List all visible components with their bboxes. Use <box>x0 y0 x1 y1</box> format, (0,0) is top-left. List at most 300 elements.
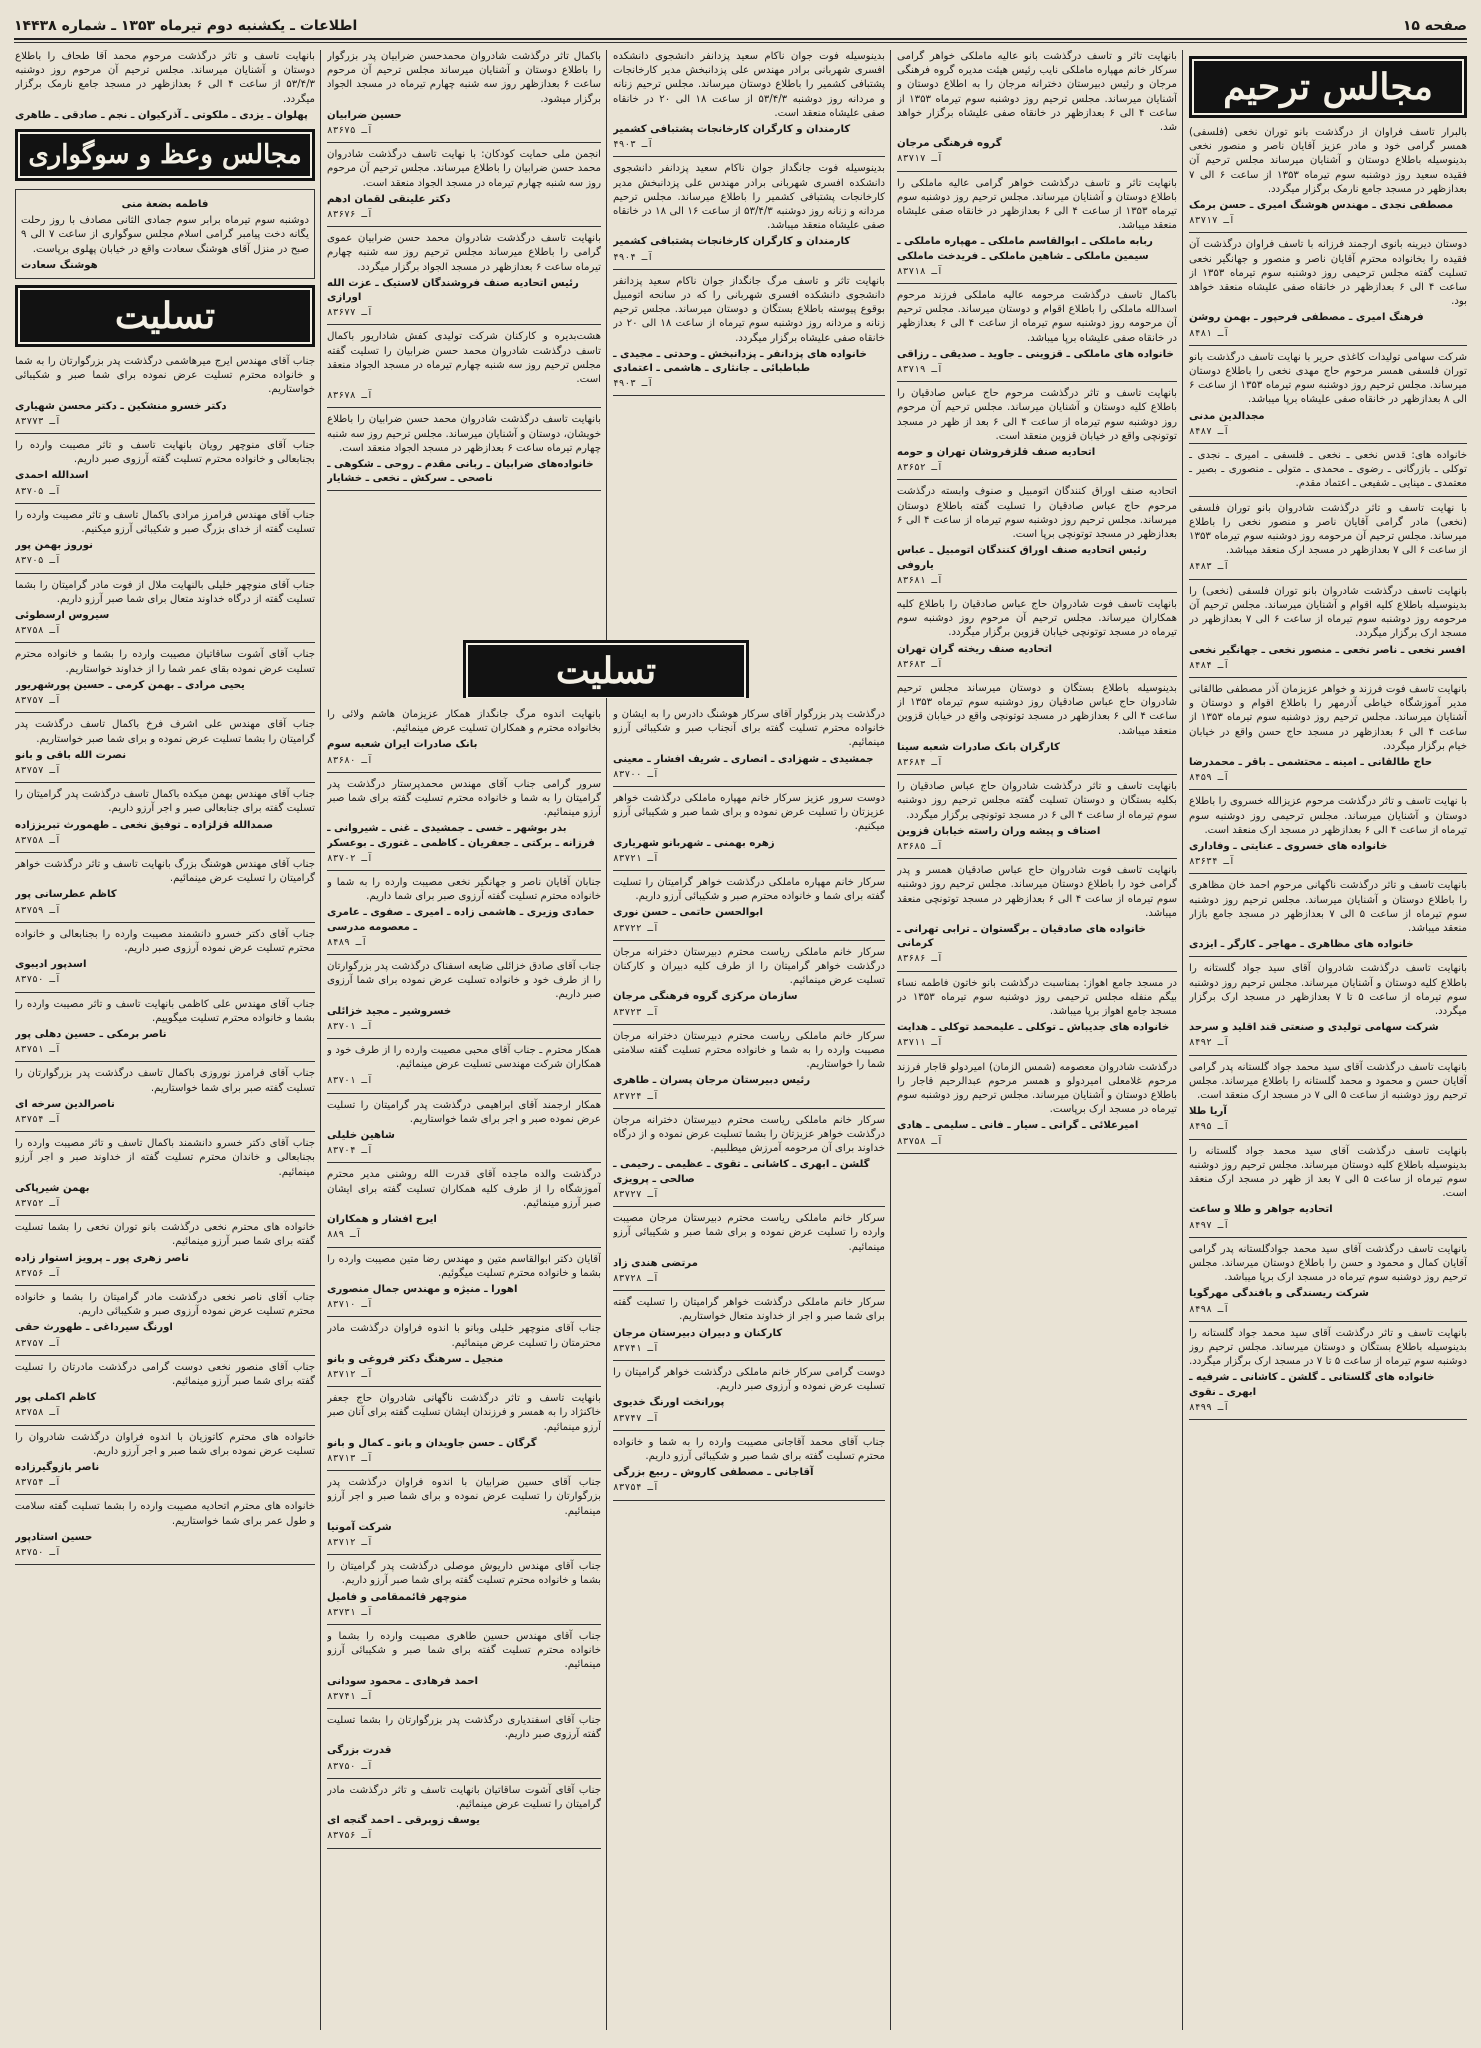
notice-signature: دکتر علینقی لقمان ادهم <box>327 193 451 205</box>
notice <box>15 1431 315 1496</box>
notice-code: آـ ۸۳۷۰۵ <box>15 485 61 497</box>
notice <box>327 1253 601 1318</box>
column-2 <box>897 50 1177 2030</box>
notice-signature: شرکت ریسندگی و بافندگی مهرگویا <box>1189 1288 1369 1300</box>
notice <box>15 355 315 434</box>
notice-separator <box>327 1386 601 1387</box>
notice-code: آـ ۸۳۷۱۳ <box>327 1452 373 1464</box>
notice <box>1189 238 1467 345</box>
vaaz-text: دوشنبه سوم تیرماه برابر سوم جمادی الثانی مصادف با روز رحلت یگانه دخت پیامبر گرامی اسلام مجلس سوگواری از ساعت ۷ الی ۹ صبح در منزل آقای هوشنگ سعادت واقع در خیابان پهلوی برپاست. <box>21 215 309 255</box>
notice-text: بانهایت تاثر و تاسف درگذشت خواهر گرامی عالیه ماملکی را باطلاع دوستان و آشنایان میرساند. مجلس ترحیم روز دوشنبه سوم تیرماه ۱۳۵۳ از ساعت ۴ الی ۶ بعدازظهر در خانقاه صفی علیشاه منعقد میباشد. <box>897 177 1177 232</box>
notice-signature: مصطفی نجدی ـ مهندس هوشنگ امیری ـ حسن برمک <box>1189 200 1454 212</box>
notice-text: بانهایت تاسف فوت فرزند و خواهر عزیزمان آذر مصطفی طالقانی مدیر آموزشگاه خیاطی آذرمهر را باطلاع اقوام و دوستان و آشنایان میرساند. مجلس ترحیم روز دوشنبه سوم تیرماه ۱۳۵۳ از ساعت ۴ الی ۶ بعدازظهر در مسجد حاج حسن واقع در خیابان خیام برگزار میگردد. <box>1189 683 1467 752</box>
notice-text: جناب آقای دکتر خسرو دانشمند باکمال تاسف و تاثر مصیبت وارده را بجنابعالی و خاندان محترم تسلیت گفته از خداوند صبر و اجر آرزو مینمائیم. <box>15 1138 315 1178</box>
notice-code: آـ ۸۳۷۵۸ <box>15 625 61 637</box>
notice-text: دوستان دیرینه بانوی ارجمند فرزانه با تاسف فراوان درگذشت آن فقیده را بخانواده محترم آقایان ناصر و منصور و جهانگیر نخعی تسلیت گفته مجلس ترحیمی روز دوشنبه سوم تیرماه ۱۳۵۳ از ساعت ۴ الی ۶ بعدازظهر در خانقاه صفی علیشاه منعقد خواهد بود. <box>1189 239 1467 308</box>
notice-separator <box>1189 1419 1467 1420</box>
notice-separator <box>1189 873 1467 874</box>
notice <box>897 177 1177 284</box>
notice-signature: رئیس اتحادیه صنف اوراق کنندگان اتومبیل ـ عباس یاروفی <box>897 545 1147 571</box>
notice-text: بالبرار تاسف فراوان از درگذشت بانو توران نخعی (فلسفی) همسر گرامی خود و مادر عزیز آقایان ناصر و منصور نخعی بدینوسیله باطلاع دوستان و آشنایان میرساند مجلس ترحیم آن فقیده سعید روز دوشنبه سوم تیرماه ۱۳۵۳ از ساعت ۶ الی ۷ بعدازظهر در مسجد جامع نارمک برگزار میگردد. <box>1189 127 1467 195</box>
notice-signature: آقاجانی ـ مصطفی کاروش ـ ربیع بزرگی <box>613 1467 814 1479</box>
notice <box>327 330 601 408</box>
notice-code: آـ ۸۳۶۸۰ <box>327 754 373 766</box>
col2-notices <box>897 50 1177 1154</box>
notice-code: آـ ۸۴۹۷ <box>1189 1219 1230 1231</box>
notice-separator <box>1189 496 1467 497</box>
notice-text: جناب آقای حسین ضرابیان با اندوه فراوان درگذشت پدر بزرگوارتان را تسلیت عرض نموده و برای شما صبر و اجر آرزو مینمائیم. <box>327 1477 601 1517</box>
notice-code: آـ ۸۴۹۵ <box>1189 1121 1230 1133</box>
notice-code: آـ ۴۹۰۳ <box>613 139 654 151</box>
notice-signature: سازمان مرکزی گروه فرهنگی مرجان <box>613 991 798 1003</box>
notice-signature: خانواده های خسروی ـ عنایتی ـ وفاداری <box>1189 840 1388 852</box>
column-3-lower <box>613 708 885 2030</box>
notice-code: آـ ۸۳۷۷۳ <box>15 415 61 427</box>
notice-signature: گرگان ـ حسن جاویدان و بانو ـ کمال و بانو <box>327 1437 537 1449</box>
notice-code: آـ ۸۳۶۷۶ <box>327 209 373 221</box>
notice-code: آـ ۸۳۷۵۶ <box>15 1267 61 1279</box>
notice-code: آـ ۸۳۷۴۷ <box>613 1412 659 1424</box>
notice <box>897 864 1177 971</box>
notice-text: بانهایت تاسف و تاثر درگذشت مرحوم حاج عباس صادقیان را باطلاع کلیه دوستان و آشنایان میرساند. مجلس ترحیم آن مرحوم روز دوشنبه سوم تیرماه از ساعت ۴ الی ۶ بعد از ظهر در مسجد توتونچی واقع در خیابان قزوین منعقد است. <box>897 388 1177 442</box>
notice-text: دوست سرور عزیز سرکار خانم مهپاره ماملکی درگذشت خواهر عزیزتان را تسلیت عرض نموده و برای شما صبر و شکیبائی آرزو میکنیم. <box>613 793 885 833</box>
notice-text: جناب آقای مهندس علی کاظمی بانهایت تاسف و تاثر مصیبت وارده را بشما و خانواده محترم تسلیت میگوییم. <box>15 998 315 1024</box>
notice-text: درگذشت والده ماجده آقای قدرت الله روشنی مدیر محترم آموزشگاه را از طرف کلیه همکاران تسلیت گفته برای ایشان صبر آرزو مینمائیم. <box>327 1169 601 1209</box>
notice-text: بانهایت تاسف و تاثر درگذشت شادروان حاج عباس صادقیان را بکلیه بستگان و دوستان تسلیت گفته مجلس ترحیم روز دوشنبه سوم تیرماه از ساعت ۴ الی ۶ در مسجد توتونچی برگزار میگردد. <box>897 781 1177 821</box>
notice-code: آـ ۸۳۷۵۴ <box>613 1482 659 1494</box>
notice-signature: اسدپور ادیبوی <box>15 959 87 971</box>
notice-signature: منجیل ـ سرهنگ دکتر فروغی و بانو <box>327 1353 504 1365</box>
header-rule <box>14 42 1467 43</box>
notice-signature: خانواده های گلستانی ـ گلشن ـ کاشانی ـ شرفیه ـ ابهری ـ نقوی <box>1189 1372 1435 1398</box>
notice <box>897 780 1177 859</box>
notice-separator <box>1189 789 1467 790</box>
notice-separator <box>327 1624 601 1625</box>
notice-separator <box>897 479 1177 480</box>
notice-separator <box>327 1708 601 1709</box>
notice-signature: اسدالله احمدی <box>15 470 89 482</box>
notice-text: جناب آقای مهندس حسین طاهری مصیبت وارده را بشما و خانواده محترم تسلیت گفته برای شما صبر و شکیبائی آرزو مینمائیم. <box>327 1630 601 1671</box>
notice <box>15 509 315 574</box>
notice-text: بانهایت تاسف فوت شادروان حاج عباس صادقیان را باطلاع کلیه همکاران میرساند. مجلس ترحیم آن مرحوم روز دوشنبه سوم تیرماه در مسجد توتونچی خیابان قزوین برگزار میگردد. <box>897 598 1177 639</box>
notice <box>327 1714 601 1779</box>
notice-signature: خانواده های جدیباش ـ توکلی ـ علیمحمد توکلی ـ هدایت <box>897 1022 1170 1034</box>
notice-text: خانواده های محترم اتحادیه مصیبت وارده را بشما تسلیت گفته سلامت و طول عمر برای شما خواستاریم. <box>15 1501 315 1527</box>
notice <box>327 1630 601 1709</box>
notice-code: آـ ۸۳۷۱۷ <box>897 153 943 165</box>
notice-signature: ابوالحسن حاتمی ـ حسن نوری <box>613 907 763 919</box>
notice-separator <box>897 381 1177 382</box>
notice-signature: دکتر خسرو منشکین ـ دکتر محسن شهیاری <box>15 400 227 412</box>
notice-text: سرکار خانم ماملکی ریاست محترم دبیرستان دخترانه مرجان درگذشت خواهر عزیزتان را بشما تسلیت عرض نموده و از درگاه خداوند برای آن مرحومه آمرزش میطلبیم. <box>613 1114 885 1155</box>
notice-code: آـ ۸۳۷۱۲ <box>327 1368 373 1380</box>
notice-signature: حاج طالقانی ـ امینه ـ محتشمی ـ باقر ـ محمدرضا <box>1189 756 1433 768</box>
notice-code: آـ ۸۸۹ <box>327 1229 362 1241</box>
notice-signature: یحیی مرادی ـ بهمن کرمی ـ حسین پورشهریور <box>15 679 245 691</box>
notice-separator <box>1189 1139 1467 1140</box>
notice-signature: جمشیدی ـ شهزادی ـ انصاری ـ شریف افشار ـ معینی <box>613 753 874 765</box>
notice-text: جناب آقای آشوت ساقاتیان مصیبت وارده را بشما و خانواده محترم تسلیت عرض نموده بقای عمر شما را از خداوند خواستاریم. <box>15 649 315 675</box>
notice-signature: کاظم عطرسانی پور <box>15 889 117 901</box>
notice-text: سرکار خانم ماملکی ریاست محترم دبیرستان دخترانه مرجان درگذشت خواهر گرامیتان را از طرف کلیه دبیران و کارکنان تسلیت عرض مینمائیم. <box>613 946 885 987</box>
notice-text: جناب آقای فرامرز نوروزی باکمال تاسف درگذشت پدر بزرگوارتان را تسلیت گفته صبر برای شما خواستاریم. <box>15 1068 315 1094</box>
notice-text: بدینوسیله باطلاع بستگان و دوستان میرساند مجلس ترحیم شادروان حاج عباس صادقیان روز دوشنبه سوم تیرماه ۱۳۵۳ از ساعت ۴ الی ۶ بعدازظهر در مسجد توتونچی واقع در خیابان قزوین منعقد میباشد. <box>897 682 1177 737</box>
notice-separator <box>15 1494 315 1495</box>
notice-code: آـ ۸۳۶۸۵ <box>897 840 943 852</box>
notice-separator <box>15 1285 315 1286</box>
notice-separator <box>1189 345 1467 346</box>
paper-info: اطلاعات ـ یکشنبه دوم تیرماه ۱۳۵۳ ـ شماره ۱۴۴۳۸ <box>14 18 358 34</box>
notice-code: آـ ۸۳۷۲۴ <box>613 1090 659 1102</box>
notice <box>327 1099 601 1164</box>
notice <box>613 50 885 157</box>
notice-code: آـ ۸۳۷۱۲ <box>327 1536 373 1548</box>
notice-text: خانواده های محترم کاتوزیان با اندوه فراوان درگذشت شادروان را تسلیت عرض نموده برای شما صبر و اجر آرزو داریم. <box>15 1431 315 1457</box>
notice-separator <box>613 1024 885 1025</box>
column-5 <box>15 50 315 2030</box>
notice-code: آـ ۸۳۷۰۰ <box>613 768 659 780</box>
notice-code: آـ ۸۳۶۵۲ <box>897 462 943 474</box>
notice-code: آـ ۸۳۷۵۸ <box>15 834 61 846</box>
notice-signature: فرهنگ امیری ـ مصطفی فرحپور ـ بهمن روشن <box>1189 312 1424 324</box>
notice-separator <box>897 858 1177 859</box>
col5-tasliyat <box>15 355 315 1565</box>
notice-signature: نصرت الله باقی و بانو <box>15 749 127 761</box>
notice-code: آـ ۸۳۷۰۱ <box>327 1020 373 1032</box>
notice-code: آـ ۸۴۹۹ <box>1189 1401 1230 1413</box>
col3-notices <box>613 50 885 396</box>
notice-text: همکار ارجمند آقای ابراهیمی درگذشت پدر گرامیتان را تسلیت عرض نموده صبر و اجر برای شما خواستاریم. <box>327 1099 601 1125</box>
notice-text: خانواده های محترم نخعی درگذشت بانو توران نخعی را بشما تسلیت گفته برای شما صبر آرزو مینمائیم. <box>15 1222 315 1248</box>
notice-text: جناب آقای مهندس ایرج میرهاشمی درگذشت پدر بزرگوارتان را به شما و خانواده محترم تسلیت عرض نموده برای شما صبر و شکیبائی خواستاریم. <box>15 356 315 396</box>
notice-code: آـ ۸۳۷۵۷ <box>15 1337 61 1349</box>
notice <box>15 579 315 644</box>
notice-text: درگذشت پدر بزرگوار آقای سرکار هوشنگ دادرس را به ایشان و خانواده محترم تسلیت گفته برای آنجناب صبر و شکیبائی آرزو مینمائیم. <box>613 709 885 749</box>
notice-text: اتحادیه صنف اوراق کنندگان اتومبیل و صنوف وابسته درگذشت مرحوم حاج عباس صادقیان را تسلیت گفته باطلاع دوستان میرساند. مجلس ترحیم روز دوشنبه سوم تیرماه از ساعت ۴ الی ۶ بعدازظهر در مسجد توتونچی برپا است. <box>897 486 1177 541</box>
notice-separator <box>15 922 315 923</box>
notice <box>1189 449 1467 497</box>
notice-signature: اتحادیه صنف ریخته گران تهران <box>897 643 1052 655</box>
notice-code: آـ ۸۴۸۳ <box>1189 561 1230 573</box>
notice-separator <box>327 1554 601 1555</box>
notice <box>1189 1061 1467 1140</box>
notice-signature: کارگران بانک صادرات شعبه سینا <box>897 741 1060 753</box>
notice-text: جناب آقای منصور نخعی دوست گرامی درگذشت مادرتان را تسلیت گفته برای شما صبر آرزو مینمائیم. <box>15 1361 315 1388</box>
banner-tasliyat-center: تسلیت <box>463 640 749 698</box>
notice <box>1189 502 1467 580</box>
notice-code: آـ ۸۳۷۱۱ <box>897 1037 943 1049</box>
notice-text: بانهایت تاسف درگذشت شادروان محمد حسن ضرابیان عموی گرامی را باطلاع میرساند مجلس ترحیم روز سه شنبه چهارم تیرماه ساعت ۶ بعدازظهر در مسجد الجواد برگزار میگردد. <box>327 233 601 273</box>
notice-signature: پورانخت اورنگ خدیوی <box>613 1397 725 1409</box>
notice-signature: بدر بوشهر ـ خسی ـ جمشیدی ـ غنی ـ شیروانی ـ فرزانه ـ برکتی ـ جعفریان ـ کاظمی ـ غنوری ـ بوعسکر <box>327 823 595 849</box>
notice-separator <box>327 1247 601 1248</box>
notice-code: آـ ۸۳۶۸۶ <box>897 953 943 965</box>
notice-code: آـ ۸۴۸۷ <box>1189 425 1230 437</box>
notice-code: آـ ۸۳۷۱۸ <box>897 265 943 277</box>
notice-separator <box>613 940 885 941</box>
notice-separator <box>15 852 315 853</box>
banner-vaaz: مجالس وعظ و سوگواری <box>15 129 315 181</box>
notice-separator <box>15 503 315 504</box>
notice-code: آـ ۸۳۷۵۷ <box>15 695 61 707</box>
notice <box>15 1361 315 1426</box>
notice-separator <box>1189 1237 1467 1238</box>
notice-text: همکار محترم ـ جناب آقای محبی مصیبت وارده را از طرف خود و همکاران شرکت مهندسی تسلیت عرض مینمائیم. <box>327 1045 601 1071</box>
notice-signature: خانواده های مظاهری ـ مهاجر ـ کارگر ـ ایزدی <box>1189 939 1414 951</box>
page-number: صفحه ۱۵ <box>1402 18 1467 34</box>
notice <box>15 1291 315 1356</box>
notice <box>613 792 885 871</box>
col4-tasliyat <box>327 708 601 1849</box>
notice-code: آـ ۸۳۷۱۹ <box>897 364 943 376</box>
notice-code: آـ ۴۹۰۴ <box>613 251 654 263</box>
notice <box>897 50 1177 172</box>
notice <box>613 1296 885 1361</box>
notice <box>613 162 885 269</box>
notice-text: بانهایت تاسف درگذشت شادروان آقای سید جواد گلستانه را باطلاع کلیه دوستان و آشنایان میرساند. مجلس ترحیم روز دوشنبه سوم تیرماه از ساعت ۵ تا ۷ بعدازظهر در مسجد ارک برگزار میگردد. <box>1189 963 1467 1017</box>
notice-separator <box>1189 1321 1467 1322</box>
notice <box>897 289 1177 382</box>
intro-text: بانهایت تاسف و تاثر درگذشت مرحوم محمد آقا طحاف را باطلاع دوستان و آشنایان میرساند. مجلس ترحیم آن مرحوم روز دوشنبه ۵۳/۴/۳ از ساعت ۴ الی ۶ بعدازظهر در مسجد جامع نارمک برگزار میگردد. <box>15 51 315 105</box>
notice-signature: ناصر زهری پور ـ پرویز استوار زاده <box>15 1252 189 1264</box>
notice-code: آـ ۸۳۶۸۴ <box>897 756 943 768</box>
notice-separator <box>327 772 601 773</box>
notice <box>15 858 315 923</box>
notice-code: آـ ۸۳۷۰۱ <box>327 1075 373 1087</box>
notice-signature: مجدالدین مدنی <box>1189 410 1265 422</box>
notice-separator <box>613 1290 885 1291</box>
notice-signature: رئیس دبیرستان مرجان پسران ـ طاهری <box>613 1075 811 1087</box>
notice-separator <box>897 1055 1177 1056</box>
notice-signature: خانواده های صادقیان ـ برگستوان ـ ترابی تهرانی ـ کرمانی <box>897 923 1146 950</box>
notice <box>327 1044 601 1094</box>
notice-code: آـ ۸۳۶۷۵ <box>327 125 373 137</box>
notice-separator <box>613 156 885 157</box>
notice-code: آـ ۸۴۸۱ <box>1189 327 1230 339</box>
notice-text: سرکار خانم ماملکی ریاست محترم دبیرستان مرجان مصیبت وارده را تسلیت عرض نموده و برای شما صبر و شکیبائی آرزو مینمائیم. <box>613 1213 885 1253</box>
notice-text: سرکار خانم مهپاره ماملکی درگذشت خواهر گرامیتان را تسلیت گفته برای شما و خانواده محترم صبر و شکیبائی آرزو داریم. <box>613 877 885 903</box>
notice-text: جناب آقای آشوت ساقاتیان بانهایت تاسف و تاثر درگذشت مادر گرامیتان را تسلیت عرض مینمائیم. <box>327 1784 601 1810</box>
notice-text: انجمن ملی حمایت کودکان: با نهایت تاسف درگذشت شادروان محمد حسن ضرابیان را باطلاع میرساند. مجلس ترحیم آن مرحوم روز سه شنبه چهارم تیرماه در مسجد الجواد منعقد است. <box>327 149 601 189</box>
notice-code: آـ ۸۳۷۵۰ <box>15 974 61 986</box>
notice <box>1189 351 1467 444</box>
column-divider <box>1182 50 1183 2030</box>
notice-signature: شرکت آمونیا <box>327 1521 392 1533</box>
notice-code: آـ ۸۴۹۸ <box>1189 1303 1230 1315</box>
notice-text: بانهایت تاسف و تاثر درگذشت آقای سید محمد جواد گلستانه را بدینوسیله باطلاع بستگان و دوستان میرساند. مجلس ترحیم روز دوشنبه سوم تیرماه از ساعت ۵ تا ۷ در مسجد ارک برگزار میگردد. <box>1189 1327 1467 1368</box>
notice-separator <box>327 870 601 871</box>
notice <box>15 439 315 504</box>
notice-signature: خسروشیر ـ مجید خزائلی <box>327 1005 452 1017</box>
notice-signature: بهمن شیرپاکی <box>15 1182 90 1194</box>
notice-signature: اتحادیه جواهر و طلا و ساعت <box>1189 1204 1333 1216</box>
notice-signature: خانواده های ماملکی ـ قزوینی ـ جاوید ـ صدیقی ـ رزاقی <box>897 348 1174 360</box>
notice <box>613 1212 885 1291</box>
page-header <box>14 14 1467 40</box>
notice <box>897 387 1177 480</box>
notice-separator <box>15 642 315 643</box>
notice <box>327 50 601 143</box>
notice <box>613 708 885 787</box>
notice-separator <box>327 1778 601 1779</box>
notice-code: آـ ۸۳۷۵۷ <box>15 764 61 776</box>
notice <box>613 1436 885 1501</box>
notice-code: آـ ۸۳۷۲۲ <box>613 922 659 934</box>
notice-signature: کارمندان و کارگران کارخانجات پشتبافی کشمیر <box>613 236 851 248</box>
notice-text: بانهایت تاسف درگذشت آقای سید محمد جواد گلستانه را بدینوسیله باطلاع کلیه دوستان میرساند. مجلس ترحیم روز دوشنبه سوم تیرماه از ساعت ۵ الی ۷ بعد از ظهر در مسجد ارک منعقد است. <box>1189 1145 1467 1200</box>
notice <box>613 946 885 1025</box>
notice-code: آـ ۸۳۷۲۳ <box>613 1006 659 1018</box>
notice-text: بانهایت تاسف و تاثر درگذشت ناگهانی شادروان حاج جعفر خاکنژاد را به همسر و فرزندان ایشان تسلیت گفته برای آنان صبر آرزو مینمائیم. <box>327 1393 601 1433</box>
notice-code: آـ ۸۳۷۵۸ <box>897 1135 943 1147</box>
notice <box>327 1322 601 1387</box>
notice-signature: زهره بهمنی ـ شهربانو شهریاری <box>613 837 775 849</box>
notice-signature: شرکت سهامی تولیدی و صنعتی قند اقلید و سرحد <box>1189 1022 1439 1034</box>
notice-separator <box>613 1206 885 1207</box>
notice-code: آـ ۸۳۷۱۷ <box>1189 215 1235 227</box>
notice-separator <box>613 395 885 396</box>
notice-separator <box>897 592 1177 593</box>
notice-text: جناب آقای محمد آقاجانی مصیبت وارده را به شما و خانواده محترم تسلیت گفته برای شما صبر و شکیبائی آرزو داریم. <box>613 1436 885 1462</box>
notice-signature: افسر نخعی ـ ناصر نخعی ـ منصور نخعی ـ جهانگیر نخعی <box>1189 644 1466 656</box>
notice-signature: حمادی وزیری ـ هاشمی زاده ـ امیری ـ صفوی ـ عامری ـ معصومه مدرسی <box>327 907 595 933</box>
notice-separator <box>1189 956 1467 957</box>
notice-text: سرور گرامی جناب آقای مهندس محمدپرستار درگذشت پدر گرامیتان را به شما و خانواده محترم تسلیت گفته برای شما صبر آرزو مینمائیم. <box>327 778 601 819</box>
notice <box>1189 962 1467 1055</box>
notice <box>15 788 315 853</box>
notice-text: جناب آقای دکتر خسرو دانشمند مصیبت وارده را بجنابعالی و خانواده محترم تسلیت عرض نموده آرزوی صبر داریم. <box>15 928 315 954</box>
notice-text: بانهایت تاسف درگذشت آقای سید محمد جواد گلستانه پدر گرامی آقایان حسن و محمود و محمد گلستانه را باطلاع میرساند. مجلس ترحیم روز دوشنبه از ساعت ۵ الی ۷ در مسجد ارک منعقد است. <box>1189 1061 1467 1101</box>
vaaz-signature: هوشنگ سعادت <box>21 259 98 271</box>
notice-code: آـ ۸۴۸۴ <box>1189 659 1230 671</box>
notice-separator <box>897 774 1177 775</box>
notice-signature: ربابه ماملکی ـ ابوالقاسم ماملکی ـ مهپاره ماملکی ـ سیمین ماملکی ـ شاهین ماملکی ـ فریدخت ماملکی <box>897 236 1153 262</box>
notice-code: آـ ۸۳۶۷۸ <box>327 390 373 402</box>
notice-separator <box>897 283 1177 284</box>
notice-separator <box>15 1355 315 1356</box>
notice-separator <box>15 712 315 713</box>
notice <box>897 485 1177 592</box>
notice <box>15 1221 315 1286</box>
notice-signature: اتحادیه صنف قلزفروشان تهران و حومه <box>897 447 1096 459</box>
notice <box>327 1560 601 1625</box>
notice <box>15 718 315 783</box>
notice <box>327 413 601 491</box>
notice <box>1189 1145 1467 1238</box>
notice-separator <box>327 490 601 491</box>
notice-text: جناب آقای مهندس علی اشرف فرخ باکمال تاسف درگذشت پدر گرامیتان را بشما تسلیت عرض نموده و برای شما صبر خواستاریم. <box>15 719 315 745</box>
notice-text: بانهایت تاسف درگذشت آقای سید محمد جوادگلستانه پدر گرامی آقایان کمال و محمود و حسن را باطلاع دوستان میرساند. مجلس ترحیم روز دوشنبه سوم تیرماه در مسجد ارک برپا میباشد. <box>1189 1243 1467 1284</box>
notice <box>613 1114 885 1207</box>
column-divider <box>320 50 321 2030</box>
notice-separator <box>897 676 1177 677</box>
notice-separator <box>613 786 885 787</box>
notice-signature: صمدالله قزلزاده ـ توفیق نخعی ـ طهمورث تبریززاده <box>15 819 274 831</box>
notice-signature: ایرج افشار و همکاران <box>327 1214 437 1226</box>
notice-signature: ناصرالدین سرخه ای <box>15 1098 115 1110</box>
notice-separator <box>613 269 885 270</box>
notice-separator <box>613 1108 885 1109</box>
notice-code: آـ ۸۳۷۰۴ <box>327 1145 373 1157</box>
notice-code: آـ ۸۳۷۴۱ <box>327 1690 373 1702</box>
tasliyat-banner-wrap <box>327 640 885 698</box>
notice-code: آـ ۸۳۷۴۱ <box>613 1342 659 1354</box>
notice-text: جناب آقای منوچهر رویان بانهایت تاسف و تاثر مصیبت وارده را بجنابعالی و خانواده محترم تسلیت گفته آرزوی صبر داریم. <box>15 440 315 466</box>
notice-text: بانهایت اندوه مرگ جانگداز همکار عزیزمان هاشم ولائی را بخانواده محترم و همکاران تسلیت عرض مینمائیم. <box>327 709 601 735</box>
notice-text: خانواده های: قدس نخعی ـ نخعی ـ فلسفی ـ امیری ـ نجدی ـ توکلی ـ بازرگانی ـ رضوی ـ محمدی ـ متولی ـ منصوری ـ بصیر ـ معتمدی ـ مینایی ـ شفیعی ـ اعتماد مقدم. <box>1189 450 1467 490</box>
notice-code: آـ ۴۹۰۳ <box>613 378 654 390</box>
notice-separator <box>327 1470 601 1471</box>
notice-text: درگذشت شادروان معصومه (شمس الزمان) امیردولو قاجار فرزند مرحوم غلامعلی امیردولو و همسر مرحوم عبدالرحیم قاجار را باطلاع دوستان و آشنایان میرساند. مجلس ترحیم روز دوشنبه سوم تیرماه در مسجد ارک برپاست. <box>897 1061 1177 1116</box>
notice-code: آـ ۸۳۷۵۴ <box>15 1477 61 1489</box>
notice <box>327 1476 601 1555</box>
notice-signature: اورنگ سیرداغی ـ طهورث حقی <box>15 1322 173 1334</box>
notice <box>1189 879 1467 957</box>
notice <box>613 1030 885 1109</box>
notice-signature: کاظم اکملی پور <box>15 1392 97 1404</box>
notice-signature: مرتضی هندی زاد <box>613 1257 698 1269</box>
notice-text: بدینوسیله فوت جوان ناکام سعید پزدانفر دانشجوی دانشکده افسری شهربانی برادر مهندس علی پزدانبخش مدیر کارخانجات پشتبافی کشمیر را باطلاع دوستان میرساند. مجلس ترحیم زنانه و مردانه روز دوشنبه ۵۳/۴/۳ از ساعت ۱۸ الی ۲۰ در خانقاه صفی علیشاه منعقد است. <box>613 51 885 119</box>
column-divider <box>606 50 607 2030</box>
notice-text: جناب آقای مهندس هوشنگ بزرگ بانهایت تاسف و تاثر درگذشت خواهر گرامیتان را تسلیت عرض مینمائیم. <box>15 858 315 885</box>
notice-code: آـ ۸۴۸۹ <box>327 936 368 948</box>
notice-text: بانهایت تاسف درگذشت شادروان بانو توران فلسفی (نخعی) را بدینوسیله باطلاع کلیه اقوام و آشنایان میرساند. مجلس ترحیم آن مرحومه روز دوشنبه سوم تیرماه از ساعت ۶ الی ۷ بعدازظهر در مسجد ارک برگزار میگردد. <box>1189 585 1467 640</box>
intro-signature: پهلوان ـ یزدی ـ ملکوتی ـ آذرکیوان ـ نجم ـ صادقی ـ طاهری <box>15 109 308 121</box>
notice-separator <box>15 1564 315 1565</box>
notice-code: آـ ۸۳۷۵۴ <box>15 1113 61 1125</box>
notice-separator <box>613 870 885 871</box>
notice-text: جناب آقای مهندس بهمن میکده باکمال تاسف درگذشت پدر گرامیتان را تسلیت گفته برای جنابعالی صبر و اجر آرزو داریم. <box>15 789 315 815</box>
notice-signature: گروه فرهنگی مرجان <box>897 138 1002 150</box>
notice-text: بانهایت تاثر و تاسف درگذشت بانو عالیه ماملکی خواهر گرامی سرکار خانم مهپاره ماملکی نایب رئیس هیئت مدیره گروه فرهنگی مرجان و رئیس دبیرستان دخترانه مرجان را به اطلاع دوستان و آشنایان میرساند. مجلس ترحیم روز دوشنبه سوم تیرماه ۱۳۵۳ از ساعت ۴ الی ۶ بعدازظهر در خانقاه صفی علیشاه برگزار خواهد شد. <box>897 51 1177 134</box>
notice-text: شرکت سهامی تولیدات کاغذی حریر با نهایت تاسف درگذشت بانو توران فلسفی همسر مرحوم حاج مهدی نخعی را باطلاع دوستان میرساند. مجلس ترحیم روز دوشنبه سوم تیرماه ۱۳۵۳ از ساعت ۶ الی ۸ بعدازظهر در خانقاه صفی علیشاه برپا میباشد. <box>1189 351 1467 406</box>
notice-signature: رئیس اتحادیه صنف فروشندگان لاستیک ـ عزت الله اورازی <box>327 277 579 304</box>
notice-signature: ناصر بازوگیرزاده <box>15 1462 100 1474</box>
notice-code: آـ ۸۳۷۵۰ <box>327 1760 373 1772</box>
notice-text: جناب آقای منوچهر خلیلی بالنهایت ملال از فوت مادر گرامیتان را بشما تسلیت گفته از درگاه خداوند متعال برای شما صبر آرزو داریم. <box>15 579 315 605</box>
notice-text: بانهایت تاسف درگذشت شادروان محمد حسن ضرابیان را باطلاع خویشان، دوستان و آشنایان میرساند. مجلس ترحیم روز سه شنبه چهارم تیرماه ساعت ۶ بعدازظهر در مسجد الجواد منعقد است. <box>327 414 601 454</box>
notice-code: آـ ۸۳۷۳۱ <box>327 1606 373 1618</box>
notice <box>327 708 601 773</box>
notice-code: آـ ۸۳۶۳۴ <box>1189 856 1235 868</box>
notice-separator <box>613 1360 885 1361</box>
notice <box>897 1061 1177 1154</box>
notice-code: آـ ۸۳۷۵۱ <box>15 1044 61 1056</box>
notice-separator <box>327 1162 601 1163</box>
notice-signature: کارکنان و دبیران دبیرستان مرجان <box>613 1327 783 1339</box>
notice <box>1189 683 1467 790</box>
notice <box>613 275 885 397</box>
vaaz-title: فاطمه بضعة منی <box>121 199 209 211</box>
notice <box>1189 126 1467 233</box>
notice <box>15 648 315 713</box>
notice-code: آـ ۸۴۵۹ <box>1189 772 1230 784</box>
notice <box>613 876 885 941</box>
column-4-lower <box>327 708 601 2030</box>
notice-code: آـ ۸۳۷۲۱ <box>613 852 659 864</box>
notice-code: آـ ۸۳۷۵۶ <box>327 1830 373 1842</box>
notice-separator <box>897 1153 1177 1154</box>
notice-code: آـ ۸۳۷۰۲ <box>327 852 373 864</box>
notice-text: بدینوسیله فوت جانگداز جوان ناکام سعید پزدانفر دانشجوی دانشکده افسری شهربانی برادر مهندس علی پزدانبخش مدیر کارخانجات پشتبافی کشمیر را باطلاع میرساند. مجلس ترحیم مردانه و زنانه روز دوشنبه ۵۳/۴/۳ از ساعت ۱۶ الی ۱۸ در خانقاه صفی علیشاه منعقد میباشد. <box>613 163 885 232</box>
notice <box>897 977 1177 1056</box>
notice-text: جناب آقای صادق خزائلی ضایعه اسفناک درگذشت پدر بزرگوارتان را از طرف خود و خانواده تسلیت عرض نموده برای شما آرزوی صبر داریم. <box>327 961 601 1001</box>
notice-text: باکمال تاسف درگذشت مرحومه عالیه ماملکی فرزند مرحوم اسدالله ماملکی را باطلاع اقوام و دوستان میرساند. مجلس ترحیم آن مرحومه روز دوشنبه سوم تیرماه از ساعت ۴ الی ۶ بعدازظهر در خانقاه صفی علیشاه برپا میباشد. <box>897 290 1177 344</box>
notice-separator <box>1189 677 1467 678</box>
notice-text: جناب آقای مهندس داریوش موصلی درگذشت پدر گرامیتان را بشما و خانواده محترم تسلیت گفته برای شما صبر آرزو داریم. <box>327 1561 601 1587</box>
notice-separator <box>897 971 1177 972</box>
notice-text: بانهایت تاسف و تاثر درگذشت ناگهانی مرحوم احمد خان مظاهری را باطلاع دوستان و آشنایان میرساند. مجلس ترحیم روز دوشنبه سوم تیرماه از ساعت ۵ الی ۷ بعدازظهر در مسجد جامع بازار منعقد میباشد. <box>1189 880 1467 934</box>
